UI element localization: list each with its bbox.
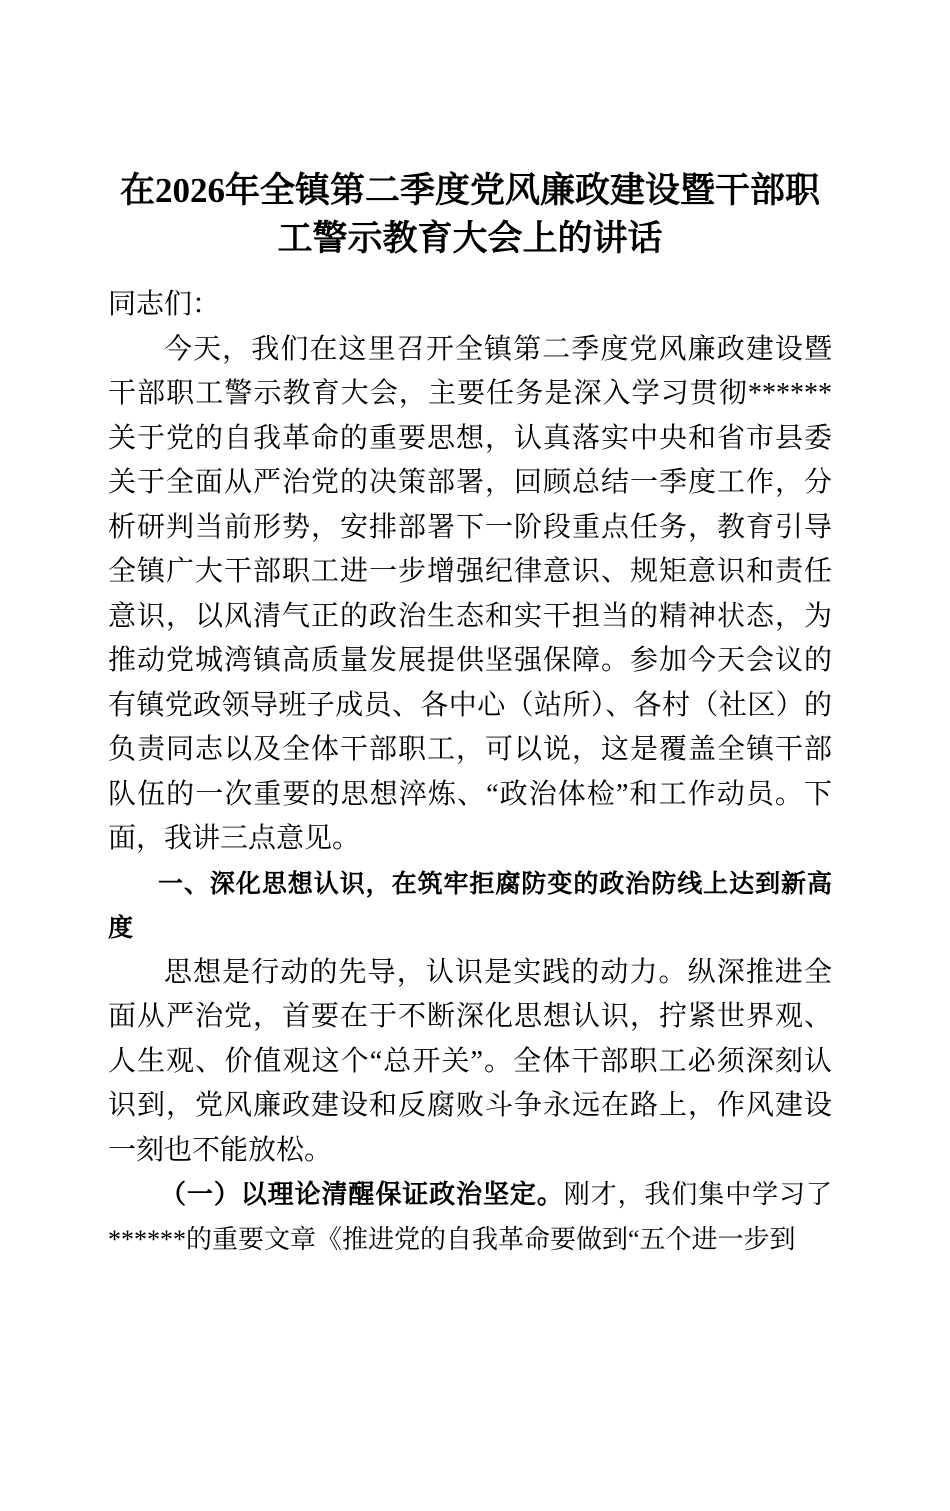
document-title: 在2026年全镇第二季度党风廉政建设暨干部职工警示教育大会上的讲话: [120, 171, 821, 258]
section-1-intro-paragraph: 思想是行动的先导，认识是实践的动力。纵深推进全面从严治党，首要在于不断深化思想认识，拧紧世界观、人生观、价值观这个“总开关”。全体干部职工必须深刻认识到，党风廉政建设和反腐败斗争永远在路上，作风建设一刻也不能放松。: [108, 956, 832, 1166]
subsection-1-1-text: 刚才，我们集中学习了******的重要文章《推进党的自我革命要做到“五个进一步到: [108, 1180, 832, 1254]
document-page: [0, 167, 950, 1511]
salutation: 同志们：: [108, 289, 221, 320]
subsection-1-1-paragraph: [108, 1173, 832, 1262]
section-1-heading: 一、深化思想认识，在筑牢拒腐防变的政治防线上达到新高度: [108, 868, 832, 942]
subsection-1-1-lead: （一）以理论清醒保证政治坚定。: [160, 1180, 564, 1209]
opening-paragraph: 今天，我们在这里召开全镇第二季度党风廉政建设暨干部职工警示教育大会，主要任务是深入学习贯彻******关于党的自我革命的重要思想，认真落实中央和省市县委关于全面从严治党的决策部署，回顾总结一季度工作，分析研判当前形势，安排部署下一阶段重点任务，教育引导全镇广大干部职工进一步增强纪律意识、规矩意识和责任意识，以风清气正的政治生态和实干担当的精神状态，为推动党城湾镇高质量发展提供坚强保障。参加今天会议的有镇党政领导班子成员、各中心（站所）、各村（社区）的负责同志以及全体干部职工，可以说，这是覆盖全镇干部队伍的一次重要的思想淬炼、“政治体检”和工作动员。下面，我讲三点意见。: [108, 333, 832, 854]
